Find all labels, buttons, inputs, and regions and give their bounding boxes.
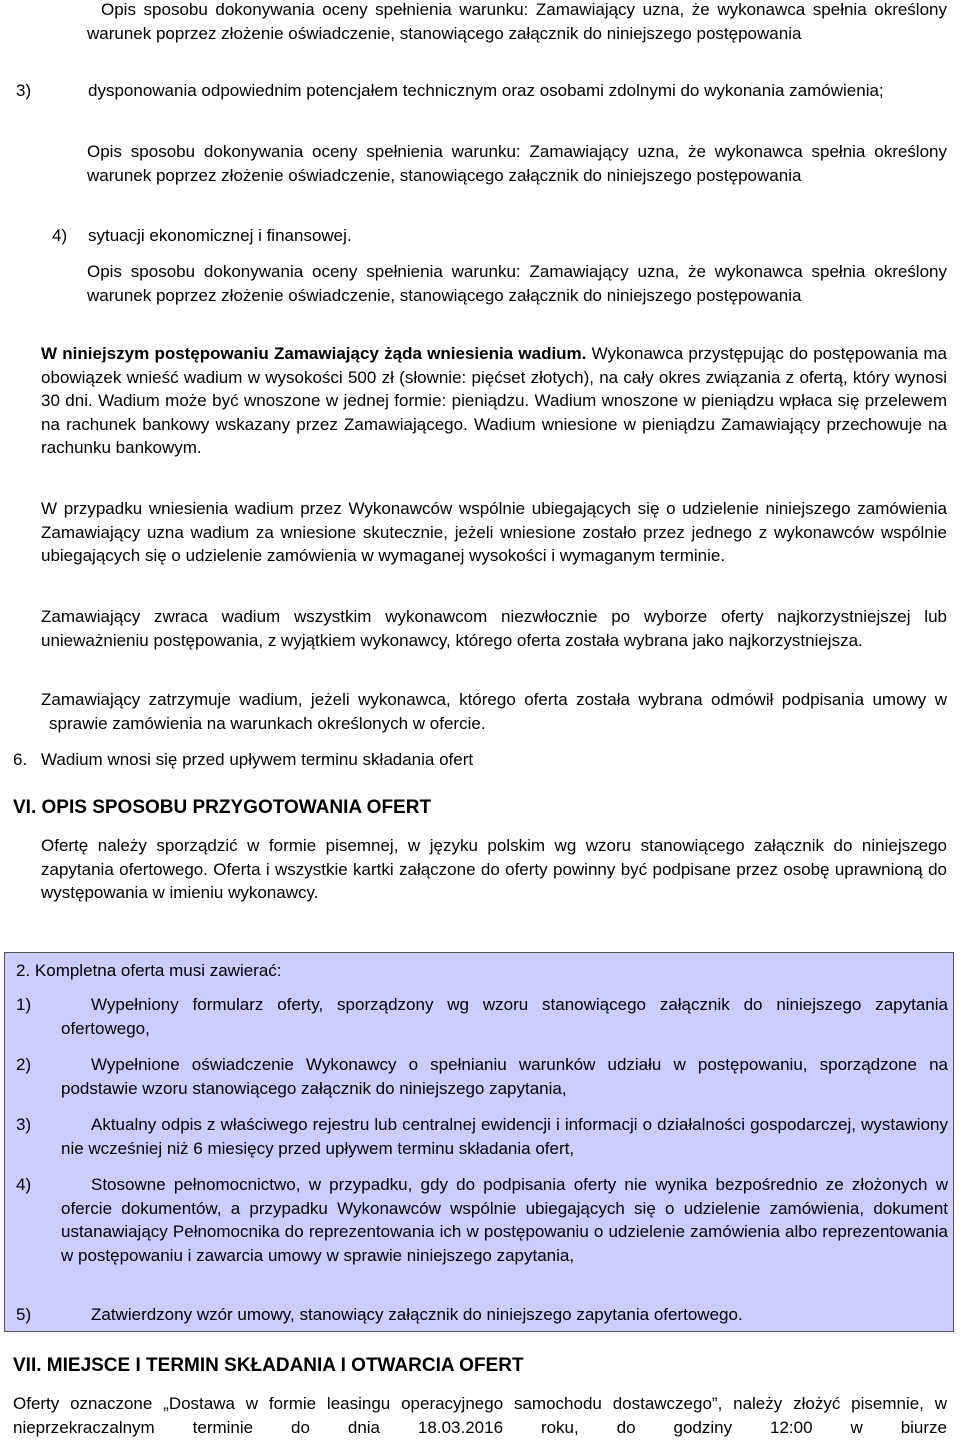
box-item-1	[16, 993, 948, 1040]
section-text: Zamawiający zwraca wadium wszystkim wykonawcom niezwłocznie po wyborze oferty najkorzystniejszej lub unieważnieniu postępowania, z wyjątkiem wykonawcy, którego oferta została wybrana jako najkorzystniejsza.	[41, 607, 947, 650]
offer-contents-box	[4, 952, 954, 1332]
item-number: 3)	[16, 1115, 32, 1134]
section-text: Wadium wnosi się przed upływem terminu składania ofert	[41, 750, 474, 769]
box-item-5	[16, 1303, 948, 1327]
item-text: Wypełniony formularz oferty, sporządzony wg wzoru stanowiącego załącznik do niniejszego zapytania ofertowego,	[61, 995, 948, 1038]
box-title: 2. Kompletna oferta musi zawierać:	[16, 961, 282, 980]
item-text: Wypełnione oświadczenie Wykonawcy o spełnianiu warunków udziału w postępowaniu, sporządzone na podstawie wzoru stanowiącego załącznik do niniejszego zapytania,	[61, 1055, 948, 1098]
item-text: Stosowne pełnomocnictwo, w przypadku, gdy do podpisania oferty nie wynika bezpośrednio ze złożonych w ofercie dokumentów, a przypadku Wykonawców wspólnie ubiegających się o udzielenie zamówienia, dokument ustanawiający Pełnomocnika do reprezentowania ich w postępowaniu o udzielenie zamówienia albo reprezentowania w postępowaniu i zawarcia umowy w sprawie niniejszego zapytania,	[61, 1175, 948, 1265]
item-number: 4)	[52, 226, 68, 245]
section-number	[13, 497, 41, 521]
item-text: Aktualny odpis z właściwego rejestru lub centralnej ewidencji i informacji o działalności gospodarczej, wystawiony nie wcześniej niż 6 miesięcy przed upływem terminu składania ofert,	[61, 1115, 948, 1158]
item-number: 5)	[16, 1305, 32, 1324]
section-3	[13, 497, 947, 568]
section-2-wadium	[13, 342, 947, 460]
item-text: sytuacji ekonomicznej i finansowej.	[88, 226, 352, 245]
section-number	[13, 834, 41, 858]
box-item-2	[16, 1053, 948, 1100]
section-vi-1	[13, 834, 947, 905]
section-6	[13, 748, 947, 772]
section-heading-vii: VII. MIEJSCE I TERMIN SKŁADANIA I OTWARCIA OFERT	[13, 1355, 524, 1376]
box-item-3	[16, 1113, 948, 1160]
section-number	[13, 688, 41, 712]
item-text: dysponowania odpowiednim potencjałem technicznym oraz osobami zdolnymi do wykonania zamówienia;	[88, 81, 884, 100]
item-text: Zatwierdzony wzór umowy, stanowiący załącznik do niniejszego zapytania ofertowego.	[91, 1305, 743, 1324]
section-text: W przypadku wniesienia wadium przez Wykonawców wspólnie ubiegających się o udzielenie niniejszego zamówienia Zamawiający uzna wadium za wniesione skutecznie, jeżeli wniesione zostało przez jednego z wykonawców wspólnie ubiegających się o udzielenie zamówienia w wymaganej wysokości i wymaganym terminie.	[41, 499, 947, 565]
section-bold-text: W niniejszym postępowaniu Zamawiający żąda wniesienia wadium.	[41, 344, 587, 363]
box-item-4	[16, 1173, 948, 1267]
condition-item-4	[52, 224, 947, 248]
section-text: Ofertę należy sporządzić w formie pisemnej, w języku polskim wg wzoru stanowiącego załącznik do niniejszego zapytania ofertowego. Oferta i wszystkie kartki załączone do oferty powinny być podpisane przez osobę uprawnioną do występowania w imieniu wykonawcy.	[41, 836, 947, 902]
condition-item-3	[16, 79, 947, 103]
condition-description-3: Opis sposobu dokonywania oceny spełnienia warunku: Zamawiający uzna, że wykonawca spełnia określony warunek poprzez złożenie oświadczenie, stanowiącego załącznik do niniejszego postępowania	[87, 262, 947, 305]
section-number	[13, 605, 41, 629]
section-vii-text	[13, 1392, 947, 1439]
section-5	[13, 688, 947, 735]
item-number: 2)	[16, 1055, 32, 1074]
section-number	[13, 342, 41, 366]
item-number: 1)	[16, 995, 32, 1014]
condition-description-2: Opis sposobu dokonywania oceny spełnienia warunku: Zamawiający uzna, że wykonawca spełnia określony warunek poprzez złożenie oświadczenie, stanowiącego załącznik do niniejszego postępowania	[87, 142, 947, 185]
section-heading-vi: VI. OPIS SPOSOBU PRZYGOTOWANIA OFERT	[13, 797, 432, 818]
item-number: 4)	[16, 1175, 32, 1194]
section-text: Wykonawca przystępując do postępowania ma obowiązek wnieść wadium w wysokości 500 zł (słownie: pięćset złotych), na cały okres związania z ofertą, który wynosi 30 dni. Wadium może być wnoszone w jednej formie: pieniądzu. Wadium wnoszone w pieniądzu wpłaca się przelewem na rachunek bankowy wskazany przez Zamawiającego. Wadium wniesione w pieniądzu Zamawiający przechowuje na rachunku bankowym.	[41, 344, 947, 457]
section-text: Oferty oznaczone „Dostawa w formie leasingu operacyjnego samochodu dostawczego”, należy złożyć pisemnie, w nieprzekraczalnym terminie do dnia 18.03.2016 roku, do godziny 12:00 w biurze	[13, 1394, 947, 1437]
section-text: Zamawiający zatrzymuje wadium, jeżeli wykonawca, którego oferta została wybrana odmówił podpisania umowy w sprawie zamówienia na warunkach określonych w ofercie.	[41, 690, 947, 733]
condition-description-1: Opis sposobu dokonywania oceny spełnienia warunku: Zamawiający uzna, że wykonawca spełnia określony warunek poprzez złożenie oświadczenie, stanowiącego załącznik do niniejszego postępowania	[87, 0, 947, 43]
section-4	[13, 605, 947, 652]
section-number: 6.	[13, 750, 28, 769]
item-number: 3)	[16, 81, 32, 100]
